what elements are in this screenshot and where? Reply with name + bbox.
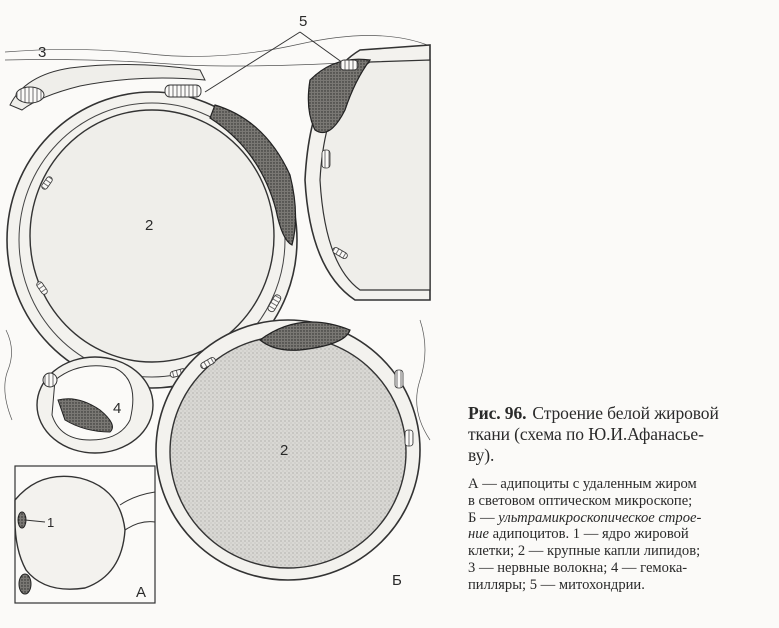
caption-title-line-2: ткани (схема по Ю.И.Афанасье- [468, 424, 704, 444]
label-3-nerve-fibers: 3 [38, 44, 47, 61]
figure-caption [468, 403, 773, 594]
capillary [37, 357, 153, 453]
legend-line-7: пилляры; 5 — митохондрии. [468, 576, 645, 593]
label-2-lipid-bottom: 2 [280, 442, 289, 459]
label-5-mitochondria: 5 [299, 13, 308, 30]
legend-line-3-italic: ультрамикроскопическое строе- [498, 509, 702, 526]
legend-line-5: клетки; 2 — крупные капли липидов; [468, 543, 701, 560]
legend-line-4 [468, 526, 773, 543]
lipid-drop-top [30, 110, 274, 362]
inset-panel-a [15, 466, 155, 603]
legend-line-4-italic: ние [468, 526, 490, 543]
legend-line-2: в световом оптическом микроскопе; [468, 492, 693, 509]
label-panel-b: Б [392, 572, 402, 589]
nucleus-inset [18, 512, 26, 528]
caption-title-line-1: Строение белой жировой [532, 403, 719, 423]
adipocyte-top-right [305, 45, 430, 300]
legend-line-4-rest: адипоцитов. 1 — ядро жировой [489, 526, 689, 543]
label-2-lipid-top: 2 [145, 217, 154, 234]
caption-title [468, 403, 773, 466]
label-4-capillary: 4 [113, 400, 122, 417]
caption-title-line-3: ву). [468, 445, 495, 465]
legend-line-3-prefix: Б — [468, 509, 499, 526]
legend-line-3 [468, 510, 773, 527]
legend-line-6: 3 — нервные волокна; 4 — гемока- [468, 559, 688, 576]
caption-legend [468, 476, 773, 594]
figure-number: Рис. 96. [468, 403, 527, 423]
label-1-nucleus: 1 [47, 515, 55, 530]
label-panel-a: А [136, 584, 147, 601]
legend-line-1: А — адипоциты с удаленным жиром [468, 476, 697, 492]
